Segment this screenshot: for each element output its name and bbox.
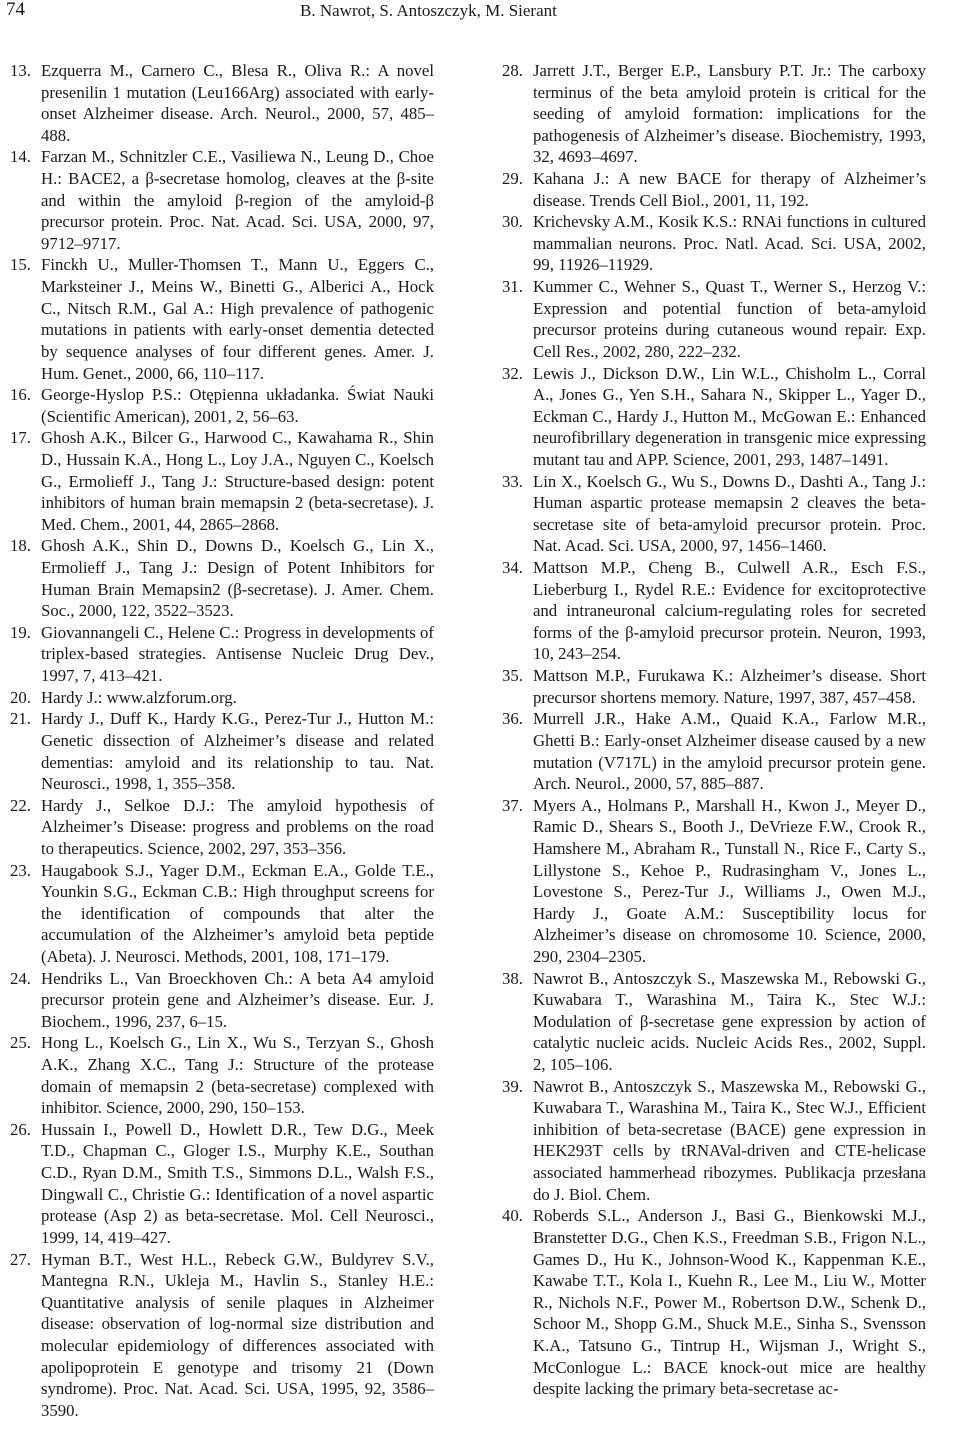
reference-item [502,363,926,471]
reference-number: 16. [10,385,31,405]
reference-text: Hardy J., Duff K., Hardy K.G., Perez-Tur J., Hutton M.: Genetic dissection of Alzheimer’s disease and related dementias: amyloid and its relationship to tau. Nat. Neurosci., 1998, 1, 355–358. [41,709,434,794]
reference-text: Giovannangeli C., Helene C.: Progress in developments of triplex-based strategies. Antisense Nucleic Drug Dev., 1997, 7, 413–421. [41,622,434,686]
reference-text: Myers A., Holmans P., Marshall H., Kwon J., Meyer D., Ramic D., Shears S., Booth J., DeVrieze F.W., Crook R., Hamshere M., Abraham R., Tunstall N., Rice F., Carty S., Lillystone S., Kehoe P., Rudrasingham V., Jones L., Lovestone S., Perez-Tur J., Williams J., Owen M.J., Hardy J., Goate A.M.: Susceptibility locus for Alzheimer’s disease on chromosome 10. Science, 2000, 290, 2304–2305. [533,795,926,966]
running-head-authors: B. Nawrot, S. Antoszczyk, M. Sierant [300,1,557,20]
reference-number: 35. [502,666,523,686]
reference-text: George-Hyslop P.S.: Otępienna układanka. Świat Nauki (Scientific American), 2001, 2, 56–63. [41,385,434,426]
reference-number: 28. [502,61,523,80]
reference-number: 38. [502,968,523,988]
reference-text: Nawrot B., Antoszczyk S., Maszewska M., Rebowski G., Kuwabara T., Warashina M., Taira K., Stec W.J., Efficient inhibition of beta-secretase (BACE) gene expression in HEK293T cells by tRNAVal-driven and CTE-helicase associated hammerhead ribozymes. Publikacja przesłana do J. Biol. Chem. [533,1076,926,1204]
reference-number: 25. [10,1033,31,1053]
reference-item [10,622,434,687]
reference-item [10,1249,434,1422]
reference-text: Hong L., Koelsch G., Lin X., Wu S., Terzyan S., Ghosh A.K., Zhang X.C., Tang J.: Structure of the protease domain of memapsin 2 (beta-secretase) complexed with inhibitor. Science, 2000, 290, 150–153. [41,1033,434,1118]
reference-number: 30. [502,212,523,232]
reference-text: Nawrot B., Antoszczyk S., Maszewska M., Rebowski G., Kuwabara T., Warashina M., Taira K., Stec W.J.: Modulation of β-secretase gene expression by action of catalytic nucleic acids. Nucleic Acids Res., 2002, Suppl. 2, 105–106. [533,968,926,1075]
references-left-column [10,60,434,1421]
reference-item [10,795,434,860]
reference-number: 24. [10,968,31,988]
reference-text: Hendriks L., Van Broeckhoven Ch.: A beta A4 amyloid precursor protein gene and Alzheimer’s disease. Eur. J. Biochem., 1996, 237, 6–15. [41,968,434,1031]
reference-number: 15. [10,255,31,275]
reference-text: Murrell J.R., Hake A.M., Quaid K.A., Farlow M.R., Ghetti B.: Early-onset Alzheimer disease caused by a new mutation (V717L) in the amyloid precursor protein gene. Arch. Neurol., 2000, 57, 885–887. [533,709,926,794]
reference-item [502,1076,926,1206]
reference-item [502,795,926,968]
reference-item [10,708,434,794]
reference-number: 36. [502,709,523,729]
reference-item [502,60,926,168]
reference-text: Kummer C., Wehner S., Quast T., Werner S., Herzog V.: Expression and potential function of beta-amyloid precursor proteins during cutaneous wound repair. Exp. Cell Res., 2002, 280, 222–232. [533,277,926,361]
reference-number: 19. [10,622,31,642]
reference-text: Ghosh A.K., Shin D., Downs D., Koelsch G., Lin X., Ermolieff J., Tang J.: Design of Potent Inhibitors for Human Brain Memapsin2 (β-secretase). J. Amer. Chem. Soc., 2000, 122, 3522–3523. [41,536,434,621]
reference-item [10,1119,434,1249]
reference-text: Mattson M.P., Cheng B., Culwell A.R., Esch F.S., Lieberburg I., Rydel R.E.: Evidence for excitoprotective and intraneuronal calcium-regulating roles for secreted forms of the β-amyloid precursor protein. Neuron, 1993, 10, 243–254. [533,558,926,664]
reference-item [502,968,926,1076]
reference-number: 26. [10,1119,31,1139]
reference-item [10,146,434,254]
reference-number: 23. [10,860,31,880]
reference-text: Ghosh A.K., Bilcer G., Harwood C., Kawahama R., Shin D., Hussain K.A., Hong L., Loy J.A., Nguyen C., Koelsch G., Ermolieff J., Tang J.: Structure-based design: potent inhibitors of human brain memapsin 2 (beta-secretase). J. Med. Chem., 2001, 44, 2865–2868. [41,428,434,534]
reference-text: Farzan M., Schnitzler C.E., Vasiliewa N., Leung D., Choe H.: BACE2, a β-secretase homolog, cleaves at the β-site and within the amyloid β-region of the amyloid-β precursor protein. Proc. Nat. Acad. Sci. USA, 2000, 97, 9712–9717. [41,147,434,253]
reference-text: Ezquerra M., Carnero C., Blesa R., Oliva R.: A novel presenilin 1 mutation (Leu166Arg) associated with early-onset Alzheimer disease. Arch. Neurol., 2000, 57, 485–488. [41,61,434,145]
reference-text: Kahana J.: A new BACE for therapy of Alzheimer’s disease. Trends Cell Biol., 2001, 11, 192. [533,169,926,210]
reference-number: 39. [502,1076,523,1096]
reference-item [10,60,434,146]
reference-item [502,168,926,211]
reference-text: Roberds S.L., Anderson J., Basi G., Bienkowski M.J., Branstetter D.G., Chen K.S., Freedman S.B., Frigon N.L., Games D., Hu K., Johnson-Wood K., Kappenman K.E., Kawabe T.T., Kola I., Kuehn R., Lee M., Liu W., Motter R., Nichols N.F., Power M., Robertson D.W., Schenk D., Schoor M., Shopp G.M., Shuck M.E., Sinha S., Svensson K.A., Tatsuno G., Tintrup H., Wijsman J., Wright S., McConlogue L.: BACE knock-out mice are healthy despite lacking the primary beta-secretase ac- [533,1206,926,1399]
reference-text: Finckh U., Muller-Thomsen T., Mann U., Eggers C., Marksteiner J., Meins W., Binetti G., Alberici A., Hock C., Nitsch R.M., Gal A.: High prevalence of pathogenic mutations in patients with early-onset dementia detected by sequence analyses of four different genes. Amer. J. Hum. Genet., 2000, 66, 110–117. [41,255,434,383]
reference-number: 22. [10,795,31,815]
reference-item [502,665,926,708]
reference-number: 17. [10,428,31,448]
reference-text: Lewis J., Dickson D.W., Lin W.L., Chisholm L., Corral A., Jones G., Yen S.H., Sahara N., Skipper L., Yager D., Eckman C., Hardy J., Hutton M., McGowan E.: Enhanced neurofibrillary degeneration in transgenic mice expressing mutant tau and APP. Science, 2001, 293, 1487–1491. [533,363,926,469]
reference-number: 27. [10,1249,31,1269]
running-header [0,0,960,30]
reference-number: 33. [502,471,523,491]
reference-number: 32. [502,363,523,383]
reference-item [502,1205,926,1399]
reference-item [502,471,926,557]
reference-item [10,427,434,535]
reference-number: 13. [10,61,31,80]
reference-item [502,276,926,362]
reference-text: Hyman B.T., West H.L., Rebeck G.W., Buldyrev S.V., Mantegna R.N., Ukleja M., Havlin S., Stanley H.E.: Quantitative analysis of senile plaques in Alzheimer disease: observation of log-normal size distribution and molecular epidemiology of differences associated with apolipoprotein E genotype and trisomy 21 (Down syndrome). Proc. Nat. Acad. Sci. USA, 1995, 92, 3586–3590. [41,1249,434,1420]
reference-item [502,211,926,276]
reference-item [10,860,434,968]
page-number: 74 [6,0,25,20]
reference-item [10,254,434,384]
reference-text: Hardy J.: www.alzforum.org. [41,687,237,707]
reference-text: Jarrett J.T., Berger E.P., Lansbury P.T. Jr.: The carboxy terminus of the beta amyloid protein is critical for the seeding of amyloid formation: implications for the pathogenesis of Alzheimer’s disease. Biochemistry, 1993, 32, 4693–4697. [533,61,926,167]
reference-number: 18. [10,536,31,556]
reference-item [10,1032,434,1118]
reference-item [10,687,434,709]
reference-number: 29. [502,169,523,189]
reference-number: 37. [502,795,523,815]
reference-item [10,384,434,427]
reference-number: 40. [502,1206,523,1226]
references-right-column [502,60,926,1400]
reference-text: Hussain I., Powell D., Howlett D.R., Tew D.G., Meek T.D., Chapman C., Gloger I.S., Murphy K.E., Southan C.D., Ryan D.M., Smith T.S., Simmons D.L., Walsh F.S., Dingwall C., Christie G.: Identification of a novel aspartic protease (Asp 2) as beta-secretase. Mol. Cell Neurosci., 1999, 14, 419–427. [41,1119,434,1247]
reference-item [10,968,434,1033]
reference-number: 31. [502,277,523,297]
reference-number: 34. [502,558,523,578]
reference-number: 21. [10,709,31,729]
reference-text: Hardy J., Selkoe D.J.: The amyloid hypothesis of Alzheimer’s Disease: progress and problems on the road to therapeutics. Science, 2002, 297, 353–356. [41,795,434,858]
reference-text: Mattson M.P., Furukawa K.: Alzheimer’s disease. Short precursor shortens memory. Nature, 1997, 387, 457–458. [533,666,926,707]
reference-item [502,708,926,794]
reference-item [502,557,926,665]
reference-number: 20. [10,687,31,707]
reference-item [10,535,434,621]
reference-text: Haugabook S.J., Yager D.M., Eckman E.A., Golde T.E., Younkin S.G., Eckman C.B.: High throughput screens for the identification of compounds that alter the accumulation of the Alzheimer’s amyloid beta peptide (Abeta). J. Neurosci. Methods, 2001, 108, 171–179. [41,860,434,966]
reference-text: Krichevsky A.M., Kosik K.S.: RNAi functions in cultured mammalian neurons. Proc. Natl. Acad. Sci. USA, 2002, 99, 11926–11929. [533,212,926,275]
reference-text: Lin X., Koelsch G., Wu S., Downs D., Dashti A., Tang J.: Human aspartic protease memapsin 2 cleaves the beta-secretase site of beta-amyloid precursor protein. Proc. Nat. Acad. Sci. USA, 2000, 97, 1456–1460. [533,471,926,556]
reference-number: 14. [10,147,31,167]
